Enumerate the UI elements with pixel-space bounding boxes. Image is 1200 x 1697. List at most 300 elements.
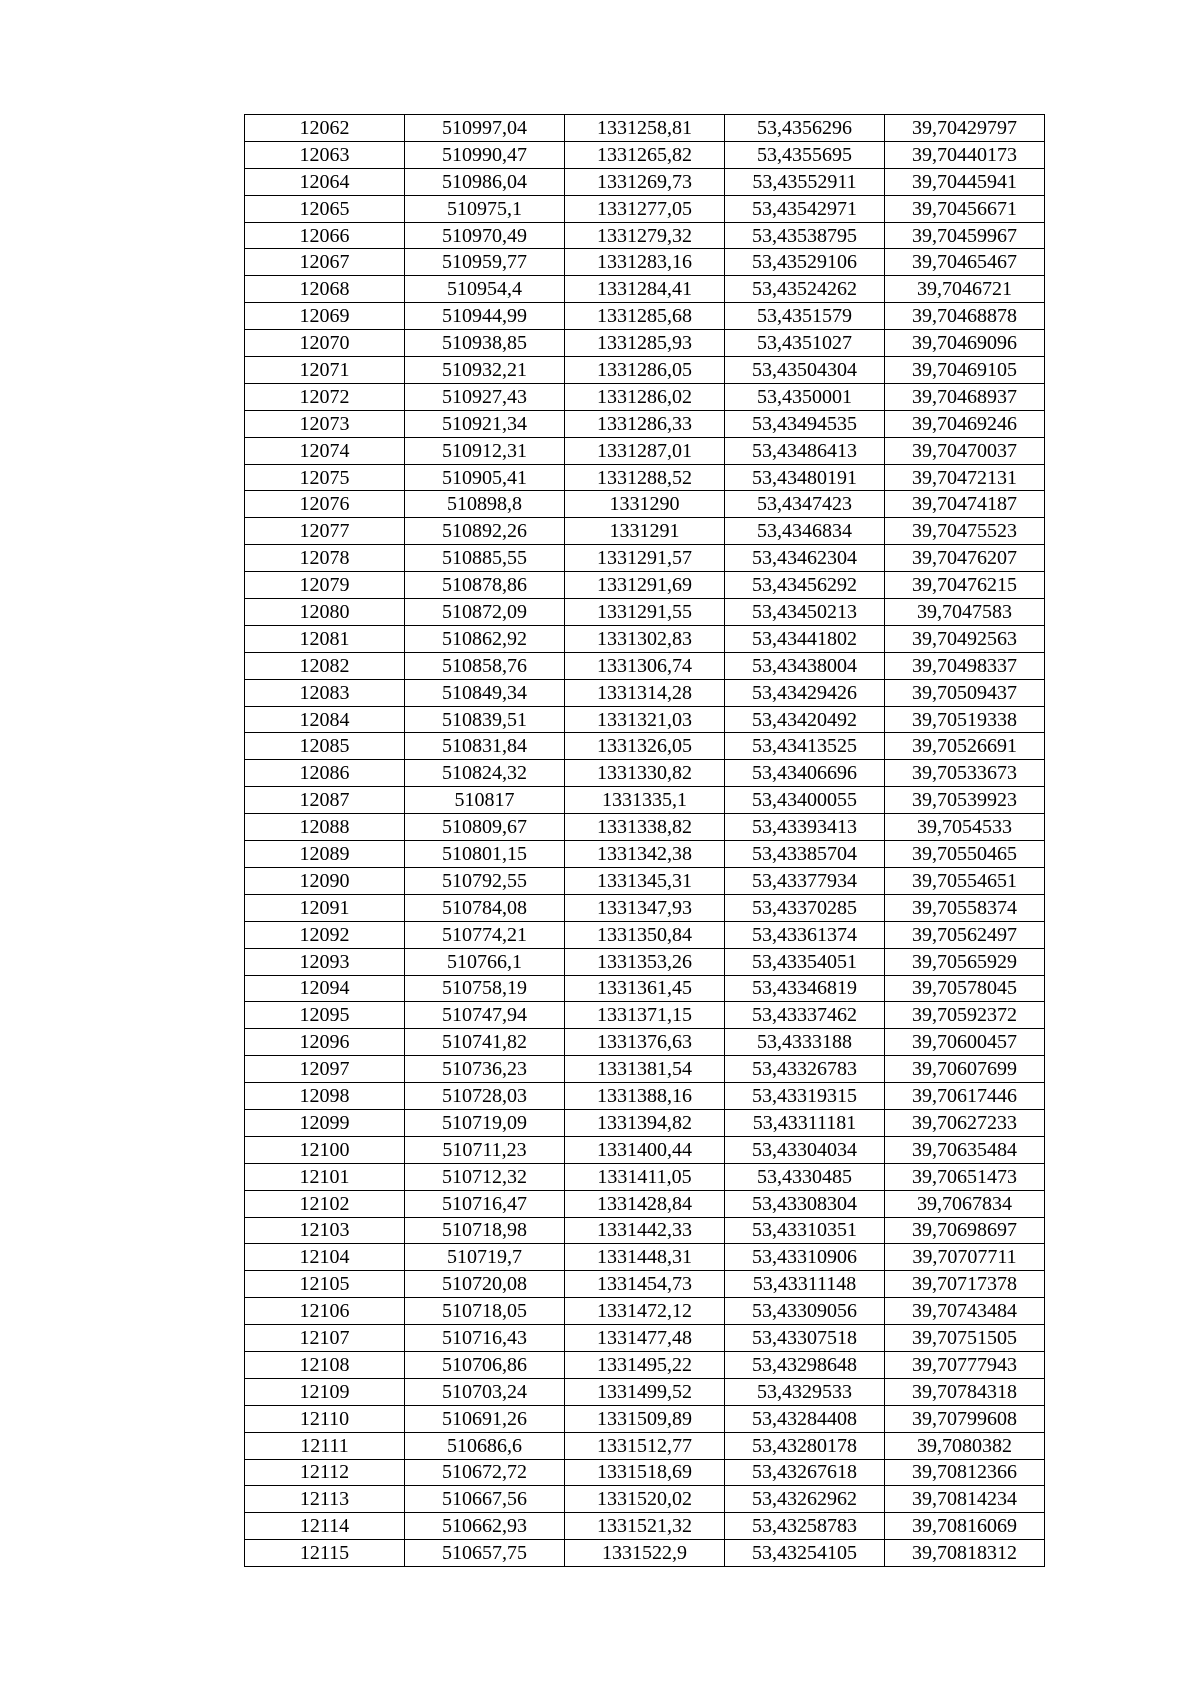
point-number-cell: 12111 [245, 1432, 405, 1459]
longitude-cell: 39,70440173 [885, 141, 1045, 168]
point-number-cell: 12074 [245, 437, 405, 464]
longitude-cell: 39,70565929 [885, 948, 1045, 975]
x-coordinate-cell: 510691,26 [405, 1405, 565, 1432]
point-number-cell: 12088 [245, 814, 405, 841]
longitude-cell: 39,70492563 [885, 625, 1045, 652]
y-coordinate-cell: 1331442,33 [565, 1217, 725, 1244]
point-number-cell: 12069 [245, 303, 405, 330]
x-coordinate-cell: 510898,8 [405, 491, 565, 518]
y-coordinate-cell: 1331285,93 [565, 330, 725, 357]
latitude-cell: 53,43542971 [725, 195, 885, 222]
point-number-cell: 12096 [245, 1029, 405, 1056]
latitude-cell: 53,43304034 [725, 1136, 885, 1163]
longitude-cell: 39,70651473 [885, 1163, 1045, 1190]
longitude-cell: 39,70784318 [885, 1378, 1045, 1405]
table-row [245, 141, 1045, 168]
longitude-cell: 39,70558374 [885, 894, 1045, 921]
x-coordinate-cell: 510706,86 [405, 1351, 565, 1378]
longitude-cell: 39,70592372 [885, 1002, 1045, 1029]
y-coordinate-cell: 1331284,41 [565, 276, 725, 303]
y-coordinate-cell: 1331347,93 [565, 894, 725, 921]
longitude-cell: 39,70799608 [885, 1405, 1045, 1432]
table-row [245, 706, 1045, 733]
y-coordinate-cell: 1331290 [565, 491, 725, 518]
point-number-cell: 12100 [245, 1136, 405, 1163]
longitude-cell: 39,7054533 [885, 814, 1045, 841]
point-number-cell: 12086 [245, 760, 405, 787]
point-number-cell: 12110 [245, 1405, 405, 1432]
point-number-cell: 12077 [245, 518, 405, 545]
table-row [245, 975, 1045, 1002]
x-coordinate-cell: 510970,49 [405, 222, 565, 249]
longitude-cell: 39,70475523 [885, 518, 1045, 545]
point-number-cell: 12093 [245, 948, 405, 975]
table-row [245, 814, 1045, 841]
longitude-cell: 39,70498337 [885, 652, 1045, 679]
table-row [245, 1271, 1045, 1298]
latitude-cell: 53,43480191 [725, 464, 885, 491]
x-coordinate-cell: 510766,1 [405, 948, 565, 975]
latitude-cell: 53,4355695 [725, 141, 885, 168]
y-coordinate-cell: 1331428,84 [565, 1190, 725, 1217]
point-number-cell: 12097 [245, 1056, 405, 1083]
longitude-cell: 39,70470037 [885, 437, 1045, 464]
y-coordinate-cell: 1331350,84 [565, 921, 725, 948]
longitude-cell: 39,70635484 [885, 1136, 1045, 1163]
x-coordinate-cell: 510809,67 [405, 814, 565, 841]
latitude-cell: 53,43284408 [725, 1405, 885, 1432]
x-coordinate-cell: 510728,03 [405, 1083, 565, 1110]
latitude-cell: 53,43311148 [725, 1271, 885, 1298]
y-coordinate-cell: 1331286,05 [565, 357, 725, 384]
latitude-cell: 53,4333188 [725, 1029, 885, 1056]
x-coordinate-cell: 510990,47 [405, 141, 565, 168]
longitude-cell: 39,70743484 [885, 1298, 1045, 1325]
latitude-cell: 53,43441802 [725, 625, 885, 652]
x-coordinate-cell: 510858,76 [405, 652, 565, 679]
x-coordinate-cell: 510954,4 [405, 276, 565, 303]
longitude-cell: 39,70816069 [885, 1513, 1045, 1540]
table-row [245, 518, 1045, 545]
latitude-cell: 53,43307518 [725, 1325, 885, 1352]
point-number-cell: 12067 [245, 249, 405, 276]
table-row [245, 1432, 1045, 1459]
x-coordinate-cell: 510720,08 [405, 1271, 565, 1298]
latitude-cell: 53,4330485 [725, 1163, 885, 1190]
x-coordinate-cell: 510741,82 [405, 1029, 565, 1056]
table-row [245, 1163, 1045, 1190]
point-number-cell: 12063 [245, 141, 405, 168]
point-number-cell: 12080 [245, 599, 405, 626]
latitude-cell: 53,43406696 [725, 760, 885, 787]
table-row [245, 1540, 1045, 1567]
y-coordinate-cell: 1331353,26 [565, 948, 725, 975]
table-row [245, 1351, 1045, 1378]
x-coordinate-cell: 510849,34 [405, 679, 565, 706]
x-coordinate-cell: 510718,98 [405, 1217, 565, 1244]
latitude-cell: 53,4351027 [725, 330, 885, 357]
latitude-cell: 53,43413525 [725, 733, 885, 760]
point-number-cell: 12085 [245, 733, 405, 760]
table-row [245, 195, 1045, 222]
x-coordinate-cell: 510872,09 [405, 599, 565, 626]
y-coordinate-cell: 1331345,31 [565, 867, 725, 894]
x-coordinate-cell: 510747,94 [405, 1002, 565, 1029]
y-coordinate-cell: 1331286,02 [565, 383, 725, 410]
longitude-cell: 39,70509437 [885, 679, 1045, 706]
latitude-cell: 53,4350001 [725, 383, 885, 410]
longitude-cell: 39,70468878 [885, 303, 1045, 330]
coordinates-table-body [245, 115, 1045, 1567]
latitude-cell: 53,43429426 [725, 679, 885, 706]
longitude-cell: 39,70465467 [885, 249, 1045, 276]
y-coordinate-cell: 1331269,73 [565, 168, 725, 195]
y-coordinate-cell: 1331258,81 [565, 115, 725, 142]
x-coordinate-cell: 510831,84 [405, 733, 565, 760]
x-coordinate-cell: 510824,32 [405, 760, 565, 787]
latitude-cell: 53,43504304 [725, 357, 885, 384]
table-row [245, 330, 1045, 357]
longitude-cell: 39,70526691 [885, 733, 1045, 760]
latitude-cell: 53,43319315 [725, 1083, 885, 1110]
longitude-cell: 39,70550465 [885, 841, 1045, 868]
y-coordinate-cell: 1331499,52 [565, 1378, 725, 1405]
y-coordinate-cell: 1331330,82 [565, 760, 725, 787]
table-row [245, 491, 1045, 518]
point-number-cell: 12091 [245, 894, 405, 921]
table-row [245, 168, 1045, 195]
y-coordinate-cell: 1331394,82 [565, 1109, 725, 1136]
table-row [245, 1378, 1045, 1405]
x-coordinate-cell: 510712,32 [405, 1163, 565, 1190]
x-coordinate-cell: 510944,99 [405, 303, 565, 330]
y-coordinate-cell: 1331291,69 [565, 572, 725, 599]
y-coordinate-cell: 1331472,12 [565, 1298, 725, 1325]
x-coordinate-cell: 510718,05 [405, 1298, 565, 1325]
latitude-cell: 53,4356296 [725, 115, 885, 142]
longitude-cell: 39,70469096 [885, 330, 1045, 357]
latitude-cell: 53,43346819 [725, 975, 885, 1002]
point-number-cell: 12104 [245, 1244, 405, 1271]
longitude-cell: 39,70476207 [885, 545, 1045, 572]
point-number-cell: 12107 [245, 1325, 405, 1352]
y-coordinate-cell: 1331291,57 [565, 545, 725, 572]
x-coordinate-cell: 510792,55 [405, 867, 565, 894]
table-row [245, 1486, 1045, 1513]
latitude-cell: 53,43486413 [725, 437, 885, 464]
y-coordinate-cell: 1331520,02 [565, 1486, 725, 1513]
point-number-cell: 12103 [245, 1217, 405, 1244]
longitude-cell: 39,70472131 [885, 464, 1045, 491]
x-coordinate-cell: 510711,23 [405, 1136, 565, 1163]
latitude-cell: 53,43311181 [725, 1109, 885, 1136]
table-row [245, 1083, 1045, 1110]
table-row [245, 545, 1045, 572]
x-coordinate-cell: 510975,1 [405, 195, 565, 222]
x-coordinate-cell: 510672,72 [405, 1459, 565, 1486]
longitude-cell: 39,70539923 [885, 787, 1045, 814]
y-coordinate-cell: 1331521,32 [565, 1513, 725, 1540]
longitude-cell: 39,70814234 [885, 1486, 1045, 1513]
point-number-cell: 12065 [245, 195, 405, 222]
y-coordinate-cell: 1331314,28 [565, 679, 725, 706]
table-row [245, 1002, 1045, 1029]
point-number-cell: 12108 [245, 1351, 405, 1378]
latitude-cell: 53,43310351 [725, 1217, 885, 1244]
point-number-cell: 12109 [245, 1378, 405, 1405]
latitude-cell: 53,43529106 [725, 249, 885, 276]
table-row [245, 1459, 1045, 1486]
point-number-cell: 12072 [245, 383, 405, 410]
latitude-cell: 53,43456292 [725, 572, 885, 599]
table-row [245, 1190, 1045, 1217]
x-coordinate-cell: 510703,24 [405, 1378, 565, 1405]
point-number-cell: 12087 [245, 787, 405, 814]
table-row [245, 357, 1045, 384]
table-row [245, 841, 1045, 868]
x-coordinate-cell: 510905,41 [405, 464, 565, 491]
point-number-cell: 12075 [245, 464, 405, 491]
longitude-cell: 39,70445941 [885, 168, 1045, 195]
table-row [245, 1405, 1045, 1432]
y-coordinate-cell: 1331338,82 [565, 814, 725, 841]
point-number-cell: 12084 [245, 706, 405, 733]
y-coordinate-cell: 1331283,16 [565, 249, 725, 276]
x-coordinate-cell: 510716,47 [405, 1190, 565, 1217]
y-coordinate-cell: 1331388,16 [565, 1083, 725, 1110]
longitude-cell: 39,70554651 [885, 867, 1045, 894]
latitude-cell: 53,43552911 [725, 168, 885, 195]
y-coordinate-cell: 1331512,77 [565, 1432, 725, 1459]
table-row [245, 1056, 1045, 1083]
latitude-cell: 53,43450213 [725, 599, 885, 626]
y-coordinate-cell: 1331361,45 [565, 975, 725, 1002]
point-number-cell: 12068 [245, 276, 405, 303]
longitude-cell: 39,70474187 [885, 491, 1045, 518]
longitude-cell: 39,70456671 [885, 195, 1045, 222]
y-coordinate-cell: 1331306,74 [565, 652, 725, 679]
latitude-cell: 53,43538795 [725, 222, 885, 249]
longitude-cell: 39,70698697 [885, 1217, 1045, 1244]
latitude-cell: 53,43370285 [725, 894, 885, 921]
latitude-cell: 53,4346834 [725, 518, 885, 545]
x-coordinate-cell: 510839,51 [405, 706, 565, 733]
x-coordinate-cell: 510686,6 [405, 1432, 565, 1459]
y-coordinate-cell: 1331448,31 [565, 1244, 725, 1271]
latitude-cell: 53,43377934 [725, 867, 885, 894]
x-coordinate-cell: 510959,77 [405, 249, 565, 276]
y-coordinate-cell: 1331321,03 [565, 706, 725, 733]
longitude-cell: 39,70751505 [885, 1325, 1045, 1352]
table-row [245, 948, 1045, 975]
latitude-cell: 53,43298648 [725, 1351, 885, 1378]
point-number-cell: 12094 [245, 975, 405, 1002]
table-row [245, 625, 1045, 652]
x-coordinate-cell: 510667,56 [405, 1486, 565, 1513]
y-coordinate-cell: 1331376,63 [565, 1029, 725, 1056]
table-row [245, 115, 1045, 142]
point-number-cell: 12115 [245, 1540, 405, 1567]
table-row [245, 383, 1045, 410]
latitude-cell: 53,43262962 [725, 1486, 885, 1513]
latitude-cell: 53,43326783 [725, 1056, 885, 1083]
x-coordinate-cell: 510801,15 [405, 841, 565, 868]
point-number-cell: 12079 [245, 572, 405, 599]
y-coordinate-cell: 1331302,83 [565, 625, 725, 652]
latitude-cell: 53,4329533 [725, 1378, 885, 1405]
x-coordinate-cell: 510758,19 [405, 975, 565, 1002]
latitude-cell: 53,43361374 [725, 921, 885, 948]
point-number-cell: 12114 [245, 1513, 405, 1540]
point-number-cell: 12082 [245, 652, 405, 679]
x-coordinate-cell: 510997,04 [405, 115, 565, 142]
table-row [245, 464, 1045, 491]
point-number-cell: 12062 [245, 115, 405, 142]
latitude-cell: 53,43438004 [725, 652, 885, 679]
table-row [245, 599, 1045, 626]
x-coordinate-cell: 510862,92 [405, 625, 565, 652]
longitude-cell: 39,70812366 [885, 1459, 1045, 1486]
point-number-cell: 12078 [245, 545, 405, 572]
latitude-cell: 53,43309056 [725, 1298, 885, 1325]
longitude-cell: 39,70476215 [885, 572, 1045, 599]
longitude-cell: 39,70519338 [885, 706, 1045, 733]
point-number-cell: 12076 [245, 491, 405, 518]
y-coordinate-cell: 1331411,05 [565, 1163, 725, 1190]
point-number-cell: 12101 [245, 1163, 405, 1190]
longitude-cell: 39,70617446 [885, 1083, 1045, 1110]
longitude-cell: 39,7047583 [885, 599, 1045, 626]
y-coordinate-cell: 1331342,38 [565, 841, 725, 868]
longitude-cell: 39,70533673 [885, 760, 1045, 787]
y-coordinate-cell: 1331518,69 [565, 1459, 725, 1486]
latitude-cell: 53,43393413 [725, 814, 885, 841]
longitude-cell: 39,70578045 [885, 975, 1045, 1002]
latitude-cell: 53,43308304 [725, 1190, 885, 1217]
latitude-cell: 53,4347423 [725, 491, 885, 518]
longitude-cell: 39,7046721 [885, 276, 1045, 303]
point-number-cell: 12095 [245, 1002, 405, 1029]
y-coordinate-cell: 1331509,89 [565, 1405, 725, 1432]
longitude-cell: 39,70459967 [885, 222, 1045, 249]
point-number-cell: 12105 [245, 1271, 405, 1298]
x-coordinate-cell: 510657,75 [405, 1540, 565, 1567]
longitude-cell: 39,70707711 [885, 1244, 1045, 1271]
table-row [245, 249, 1045, 276]
table-row [245, 1029, 1045, 1056]
latitude-cell: 53,4351579 [725, 303, 885, 330]
point-number-cell: 12098 [245, 1083, 405, 1110]
point-number-cell: 12112 [245, 1459, 405, 1486]
table-row [245, 410, 1045, 437]
y-coordinate-cell: 1331326,05 [565, 733, 725, 760]
latitude-cell: 53,43494535 [725, 410, 885, 437]
longitude-cell: 39,70607699 [885, 1056, 1045, 1083]
latitude-cell: 53,43524262 [725, 276, 885, 303]
y-coordinate-cell: 1331454,73 [565, 1271, 725, 1298]
table-row [245, 276, 1045, 303]
longitude-cell: 39,70600457 [885, 1029, 1045, 1056]
table-row [245, 222, 1045, 249]
table-row [245, 1136, 1045, 1163]
x-coordinate-cell: 510716,43 [405, 1325, 565, 1352]
latitude-cell: 53,43354051 [725, 948, 885, 975]
y-coordinate-cell: 1331400,44 [565, 1136, 725, 1163]
point-number-cell: 12083 [245, 679, 405, 706]
coordinates-table [244, 114, 1045, 1567]
point-number-cell: 12070 [245, 330, 405, 357]
table-row [245, 760, 1045, 787]
y-coordinate-cell: 1331286,33 [565, 410, 725, 437]
x-coordinate-cell: 510892,26 [405, 518, 565, 545]
point-number-cell: 12092 [245, 921, 405, 948]
latitude-cell: 53,43254105 [725, 1540, 885, 1567]
y-coordinate-cell: 1331477,48 [565, 1325, 725, 1352]
x-coordinate-cell: 510774,21 [405, 921, 565, 948]
y-coordinate-cell: 1331381,54 [565, 1056, 725, 1083]
table-row [245, 1109, 1045, 1136]
y-coordinate-cell: 1331522,9 [565, 1540, 725, 1567]
y-coordinate-cell: 1331371,15 [565, 1002, 725, 1029]
point-number-cell: 12071 [245, 357, 405, 384]
point-number-cell: 12090 [245, 867, 405, 894]
point-number-cell: 12073 [245, 410, 405, 437]
x-coordinate-cell: 510736,23 [405, 1056, 565, 1083]
latitude-cell: 53,43400055 [725, 787, 885, 814]
latitude-cell: 53,43280178 [725, 1432, 885, 1459]
table-row [245, 1244, 1045, 1271]
table-row [245, 921, 1045, 948]
latitude-cell: 53,43385704 [725, 841, 885, 868]
longitude-cell: 39,70468937 [885, 383, 1045, 410]
longitude-cell: 39,7067834 [885, 1190, 1045, 1217]
x-coordinate-cell: 510817 [405, 787, 565, 814]
longitude-cell: 39,7080382 [885, 1432, 1045, 1459]
point-number-cell: 12089 [245, 841, 405, 868]
point-number-cell: 12064 [245, 168, 405, 195]
latitude-cell: 53,43337462 [725, 1002, 885, 1029]
table-row [245, 787, 1045, 814]
longitude-cell: 39,70429797 [885, 115, 1045, 142]
x-coordinate-cell: 510912,31 [405, 437, 565, 464]
table-row [245, 303, 1045, 330]
x-coordinate-cell: 510885,55 [405, 545, 565, 572]
table-row [245, 894, 1045, 921]
latitude-cell: 53,43420492 [725, 706, 885, 733]
point-number-cell: 12099 [245, 1109, 405, 1136]
x-coordinate-cell: 510878,86 [405, 572, 565, 599]
point-number-cell: 12102 [245, 1190, 405, 1217]
table-row [245, 1217, 1045, 1244]
y-coordinate-cell: 1331287,01 [565, 437, 725, 464]
longitude-cell: 39,70469105 [885, 357, 1045, 384]
table-row [245, 1298, 1045, 1325]
table-row [245, 1325, 1045, 1352]
y-coordinate-cell: 1331495,22 [565, 1351, 725, 1378]
latitude-cell: 53,43258783 [725, 1513, 885, 1540]
x-coordinate-cell: 510719,7 [405, 1244, 565, 1271]
x-coordinate-cell: 510927,43 [405, 383, 565, 410]
x-coordinate-cell: 510932,21 [405, 357, 565, 384]
y-coordinate-cell: 1331265,82 [565, 141, 725, 168]
latitude-cell: 53,43267618 [725, 1459, 885, 1486]
longitude-cell: 39,70818312 [885, 1540, 1045, 1567]
table-row [245, 867, 1045, 894]
table-row [245, 652, 1045, 679]
point-number-cell: 12106 [245, 1298, 405, 1325]
longitude-cell: 39,70562497 [885, 921, 1045, 948]
table-row [245, 1513, 1045, 1540]
